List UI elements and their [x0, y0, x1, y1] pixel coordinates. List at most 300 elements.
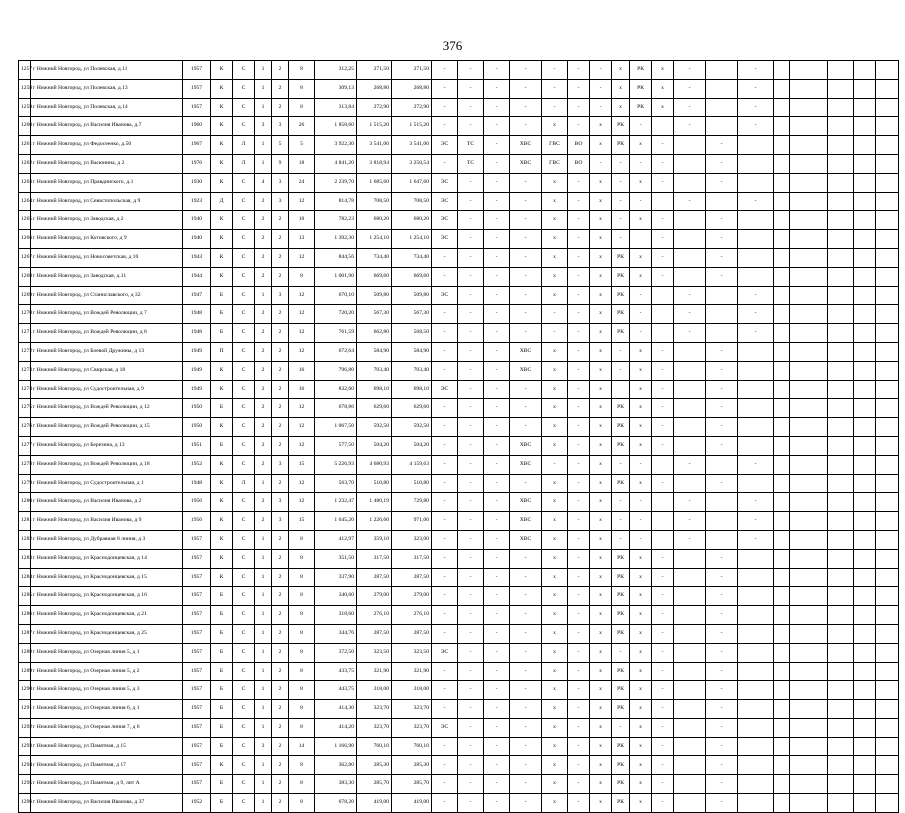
table-cell: -	[612, 512, 630, 531]
table-cell: 8	[289, 98, 315, 117]
table-cell	[854, 173, 876, 192]
table-cell: 680,20	[392, 211, 432, 230]
table-cell	[876, 737, 899, 756]
table-cell: -	[458, 117, 484, 136]
table-cell: -	[706, 681, 738, 700]
table-row	[19, 549, 899, 568]
table-cell: х	[590, 530, 612, 549]
table-cell	[854, 61, 876, 80]
table-cell: -	[484, 718, 510, 737]
table-cell: -	[484, 568, 510, 587]
table-cell	[828, 79, 854, 98]
table-cell	[876, 418, 899, 437]
table-cell	[790, 418, 828, 437]
table-cell: РК	[612, 399, 630, 418]
table-cell: С	[233, 455, 255, 474]
table-cell: 8	[289, 568, 315, 587]
table-cell: -	[484, 154, 510, 173]
table-cell: -	[568, 775, 590, 794]
table-cell: 12	[289, 305, 315, 324]
address-cell: г Нижний Новгород, ул Краснодонцевская, д 16	[31, 587, 183, 606]
table-cell: 3 541,00	[357, 136, 392, 155]
table-cell: 12	[289, 286, 315, 305]
table-cell	[738, 154, 774, 173]
table-cell	[828, 361, 854, 380]
table-cell: С	[233, 775, 255, 794]
table-cell: -	[458, 643, 484, 662]
table-cell	[790, 61, 828, 80]
table-cell: -	[706, 474, 738, 493]
table-cell: х	[630, 568, 652, 587]
table-row	[19, 681, 899, 700]
table-cell: -	[630, 192, 652, 211]
table-cell: -	[652, 775, 674, 794]
table-cell	[774, 587, 790, 606]
table-cell: С	[233, 267, 255, 286]
table-cell: ЭС	[432, 286, 458, 305]
row-number-cell: 1278	[19, 455, 31, 474]
table-row	[19, 775, 899, 794]
table-cell: 2	[255, 324, 272, 343]
table-cell: х	[542, 230, 568, 249]
table-cell: ХВС	[510, 493, 542, 512]
address-cell: г Нижний Новгород, ул Заводская, д 2	[31, 211, 183, 230]
table-cell	[790, 493, 828, 512]
table-cell: 814,78	[315, 192, 357, 211]
table-cell: -	[568, 643, 590, 662]
table-cell	[774, 361, 790, 380]
table-cell: 2	[272, 98, 289, 117]
table-cell: -	[484, 230, 510, 249]
table-cell: Б	[211, 305, 233, 324]
table-cell: 351,50	[315, 549, 357, 568]
table-cell	[790, 737, 828, 756]
table-cell: 2	[272, 79, 289, 98]
table-cell: С	[233, 98, 255, 117]
table-cell	[828, 568, 854, 587]
table-cell: х	[630, 662, 652, 681]
table-cell: 18	[289, 154, 315, 173]
table-cell: -	[652, 606, 674, 625]
table-cell	[790, 436, 828, 455]
table-row	[19, 192, 899, 211]
table-cell: 1957	[183, 643, 211, 662]
table-cell: С	[233, 718, 255, 737]
table-cell: С	[233, 305, 255, 324]
table-cell: -	[510, 756, 542, 775]
table-cell: -	[484, 436, 510, 455]
table-cell: 1 645,20	[315, 512, 357, 531]
address-cell: г Нижний Новгород, ул Краснодонцевская, д 15	[31, 568, 183, 587]
table-cell: 1	[255, 775, 272, 794]
address-cell: г Нижний Новгород, ул Полевская, д.11	[31, 61, 183, 80]
table-cell: 1 226,60	[357, 512, 392, 531]
table-cell: -	[630, 455, 652, 474]
table-cell: 2	[272, 436, 289, 455]
table-cell: 2	[272, 568, 289, 587]
table-cell: ЭС	[432, 643, 458, 662]
table-cell: -	[458, 549, 484, 568]
table-cell	[876, 248, 899, 267]
table-cell	[652, 455, 674, 474]
table-cell: 362,80	[315, 756, 357, 775]
table-cell: -	[652, 624, 674, 643]
table-cell: С	[233, 361, 255, 380]
table-cell	[854, 361, 876, 380]
table-cell: -	[652, 154, 674, 173]
table-cell: 669,60	[357, 267, 392, 286]
table-cell: ЭС	[432, 173, 458, 192]
table-cell	[738, 643, 774, 662]
table-cell: -	[568, 568, 590, 587]
table-cell: 16	[289, 380, 315, 399]
table-cell: -	[510, 587, 542, 606]
table-cell: -	[458, 211, 484, 230]
table-cell: 629,60	[392, 399, 432, 418]
table-cell	[854, 624, 876, 643]
row-number-cell: 1277	[19, 436, 31, 455]
table-cell: -	[674, 512, 706, 531]
table-cell: С	[233, 173, 255, 192]
table-cell: 1	[255, 530, 272, 549]
table-cell: -	[458, 455, 484, 474]
table-cell	[674, 718, 706, 737]
table-cell: х	[542, 267, 568, 286]
table-cell: -	[510, 474, 542, 493]
table-cell	[738, 342, 774, 361]
table-cell	[738, 436, 774, 455]
table-cell: 8	[289, 79, 315, 98]
table-cell: С	[233, 211, 255, 230]
table-cell	[790, 267, 828, 286]
table-cell: 3	[272, 117, 289, 136]
table-cell: 412,97	[315, 530, 357, 549]
table-cell: -	[458, 662, 484, 681]
table-cell: -	[652, 794, 674, 813]
table-cell: 1 067,50	[315, 418, 357, 437]
table-cell	[876, 211, 899, 230]
row-number-cell: 1262	[19, 154, 31, 173]
row-number-cell: 1276	[19, 418, 31, 437]
table-cell	[828, 192, 854, 211]
address-cell: г Нижний Новгород, ул Боевой Дружины, д 13	[31, 342, 183, 361]
table-row	[19, 342, 899, 361]
row-number-cell: 1290	[19, 681, 31, 700]
table-cell: -	[458, 606, 484, 625]
table-cell	[738, 587, 774, 606]
table-cell: Б	[211, 775, 233, 794]
table-cell: 12	[289, 399, 315, 418]
table-cell: К	[211, 380, 233, 399]
table-cell: -	[652, 568, 674, 587]
table-cell	[854, 248, 876, 267]
table-cell: -	[458, 380, 484, 399]
table-cell	[828, 286, 854, 305]
table-cell: -	[706, 342, 738, 361]
table-cell: х	[590, 211, 612, 230]
table-cell: х	[542, 192, 568, 211]
table-cell: -	[510, 117, 542, 136]
table-cell: -	[568, 61, 590, 80]
table-cell: -	[458, 474, 484, 493]
table-cell: -	[432, 568, 458, 587]
table-cell	[876, 361, 899, 380]
table-cell: 1	[255, 587, 272, 606]
table-cell: -	[510, 718, 542, 737]
table-cell	[854, 643, 876, 662]
table-cell	[876, 493, 899, 512]
table-cell: -	[510, 98, 542, 117]
table-cell: 287,50	[357, 568, 392, 587]
table-cell: -	[674, 530, 706, 549]
table-cell: РК	[612, 305, 630, 324]
table-cell: 2	[272, 305, 289, 324]
table-cell	[828, 493, 854, 512]
table-cell: 287,50	[357, 624, 392, 643]
table-cell: -	[432, 700, 458, 719]
table-cell	[790, 154, 828, 173]
address-cell: г Нижний Новгород, ул Краснодонцевская, д 14	[31, 549, 183, 568]
row-number-cell: 1282	[19, 530, 31, 549]
table-cell: -	[458, 436, 484, 455]
table-cell: х	[630, 624, 652, 643]
table-cell: 2	[272, 61, 289, 80]
table-cell: 510,80	[392, 474, 432, 493]
table-cell: 313,84	[315, 98, 357, 117]
row-number-cell: 1291	[19, 700, 31, 719]
table-cell	[854, 474, 876, 493]
table-cell: 708,50	[392, 192, 432, 211]
table-cell: -	[706, 399, 738, 418]
table-cell: 669,60	[392, 267, 432, 286]
table-row	[19, 230, 899, 249]
table-cell: Б	[211, 700, 233, 719]
table-cell: х	[542, 117, 568, 136]
table-cell: 287,50	[392, 624, 432, 643]
address-cell: г Нижний Новгород, ул Вождей Революции, д 8	[31, 324, 183, 343]
table-cell: -	[510, 173, 542, 192]
table-cell: -	[568, 737, 590, 756]
table-cell: -	[432, 98, 458, 117]
table-cell: 8	[289, 587, 315, 606]
table-cell: РК	[612, 286, 630, 305]
table-cell: -	[612, 230, 630, 249]
table-cell	[790, 756, 828, 775]
table-cell: х	[630, 361, 652, 380]
table-cell: -	[458, 512, 484, 531]
table-cell	[706, 192, 738, 211]
table-cell: РК	[612, 568, 630, 587]
table-cell: 1 515,20	[392, 117, 432, 136]
table-cell: К	[211, 79, 233, 98]
table-cell	[790, 512, 828, 531]
address-cell: г Нижний Новгород, ул Федосеенко, д.50	[31, 136, 183, 155]
table-cell: С	[233, 61, 255, 80]
table-cell: х	[542, 737, 568, 756]
table-cell: -	[652, 380, 674, 399]
table-cell	[774, 549, 790, 568]
row-number-cell: 1269	[19, 286, 31, 305]
table-cell	[774, 775, 790, 794]
table-cell: -	[652, 418, 674, 437]
table-cell: х	[652, 79, 674, 98]
table-cell	[828, 606, 854, 625]
table-cell: -	[738, 305, 774, 324]
table-cell	[854, 549, 876, 568]
table-cell: -	[542, 305, 568, 324]
table-cell	[774, 286, 790, 305]
table-cell: -	[652, 587, 674, 606]
table-cell: -	[674, 493, 706, 512]
table-cell: х	[590, 587, 612, 606]
table-cell: х	[542, 361, 568, 380]
table-cell: -	[510, 418, 542, 437]
table-cell	[876, 192, 899, 211]
table-cell	[790, 794, 828, 813]
table-cell: х	[590, 399, 612, 418]
table-cell: -	[484, 737, 510, 756]
table-cell: -	[510, 267, 542, 286]
table-cell	[674, 248, 706, 267]
table-cell: С	[233, 756, 255, 775]
table-cell: -	[652, 681, 674, 700]
table-cell: -	[484, 324, 510, 343]
table-cell: -	[630, 117, 652, 136]
table-cell: 698,10	[392, 380, 432, 399]
address-cell: г Нижний Новгород, ул Краснодонцевская, д 25	[31, 624, 183, 643]
table-cell: 2	[255, 342, 272, 361]
table-cell	[828, 587, 854, 606]
table-cell	[774, 154, 790, 173]
table-cell: С	[233, 230, 255, 249]
table-cell: 2	[255, 380, 272, 399]
table-cell: -	[484, 248, 510, 267]
table-cell: ВО	[568, 154, 590, 173]
table-cell	[854, 568, 876, 587]
table-cell: х	[590, 606, 612, 625]
table-cell: -	[612, 361, 630, 380]
table-cell: 3	[272, 493, 289, 512]
table-cell: х	[630, 794, 652, 813]
table-cell: -	[432, 530, 458, 549]
table-cell: х	[590, 286, 612, 305]
table-cell: 1948	[183, 324, 211, 343]
table-cell	[738, 549, 774, 568]
table-cell	[828, 230, 854, 249]
table-cell: -	[484, 549, 510, 568]
table-cell	[876, 775, 899, 794]
table-cell: С	[233, 436, 255, 455]
table-cell: 1940	[183, 211, 211, 230]
table-cell: РК	[612, 775, 630, 794]
table-cell: 8	[289, 700, 315, 719]
table-cell: -	[652, 230, 674, 249]
table-cell: 3	[272, 512, 289, 531]
table-cell: 276,10	[392, 606, 432, 625]
table-row	[19, 493, 899, 512]
table-cell	[876, 587, 899, 606]
table-cell: К	[211, 474, 233, 493]
table-cell: -	[706, 211, 738, 230]
table-cell: П	[211, 342, 233, 361]
table-cell	[674, 342, 706, 361]
table-cell: 318,60	[315, 606, 357, 625]
table-cell	[674, 794, 706, 813]
table-cell: 584,90	[357, 342, 392, 361]
address-cell: г Нижний Новгород, ул Василия Иванова, д 9	[31, 512, 183, 531]
table-cell: -	[674, 61, 706, 80]
table-cell: С	[233, 587, 255, 606]
row-number-cell: 1294	[19, 756, 31, 775]
table-cell: -	[568, 267, 590, 286]
table-cell: х	[542, 718, 568, 737]
table-cell: 509,80	[392, 286, 432, 305]
table-cell: 1943	[183, 248, 211, 267]
table-cell	[738, 361, 774, 380]
table-row	[19, 418, 899, 437]
table-cell: 1951	[183, 436, 211, 455]
table-cell: 672,64	[315, 342, 357, 361]
table-cell	[876, 399, 899, 418]
table-cell: х	[590, 230, 612, 249]
table-cell: 2	[272, 211, 289, 230]
table-cell: х	[542, 756, 568, 775]
table-cell: -	[510, 324, 542, 343]
table-cell: -	[590, 98, 612, 117]
table-cell	[854, 192, 876, 211]
table-cell: -	[738, 286, 774, 305]
table-cell: -	[458, 756, 484, 775]
table-cell: 12	[289, 192, 315, 211]
row-number-cell: 1275	[19, 399, 31, 418]
table-cell: -	[484, 192, 510, 211]
table-cell	[774, 530, 790, 549]
table-cell	[706, 305, 738, 324]
table-cell: -	[432, 267, 458, 286]
table-cell	[674, 700, 706, 719]
table-cell: -	[458, 98, 484, 117]
address-cell: г Нижний Новгород, ул Василия Иванова, д.7	[31, 117, 183, 136]
table-cell: -	[484, 662, 510, 681]
table-cell: 2	[255, 399, 272, 418]
row-number-cell: 1268	[19, 267, 31, 286]
table-cell: -	[432, 248, 458, 267]
address-cell: г Нижний Новгород, ул Новосоветская, д 10	[31, 248, 183, 267]
table-cell	[828, 455, 854, 474]
table-cell: -	[612, 211, 630, 230]
table-cell: К	[211, 512, 233, 531]
table-cell	[828, 737, 854, 756]
table-cell: 1947	[183, 286, 211, 305]
table-cell	[674, 154, 706, 173]
table-cell: -	[568, 493, 590, 512]
table-cell	[876, 173, 899, 192]
table-cell	[854, 399, 876, 418]
address-cell: г Нижний Новгород, ул Полевская, д.14	[31, 98, 183, 117]
table-cell: Л	[233, 474, 255, 493]
table-cell: 1 685,60	[357, 173, 392, 192]
table-cell	[854, 342, 876, 361]
table-cell: -	[458, 79, 484, 98]
table-cell	[854, 587, 876, 606]
table-cell: -	[484, 606, 510, 625]
table-cell: -	[568, 173, 590, 192]
table-cell	[876, 267, 899, 286]
table-cell	[790, 718, 828, 737]
table-cell	[828, 643, 854, 662]
table-cell: 340,60	[315, 587, 357, 606]
table-row	[19, 512, 899, 531]
